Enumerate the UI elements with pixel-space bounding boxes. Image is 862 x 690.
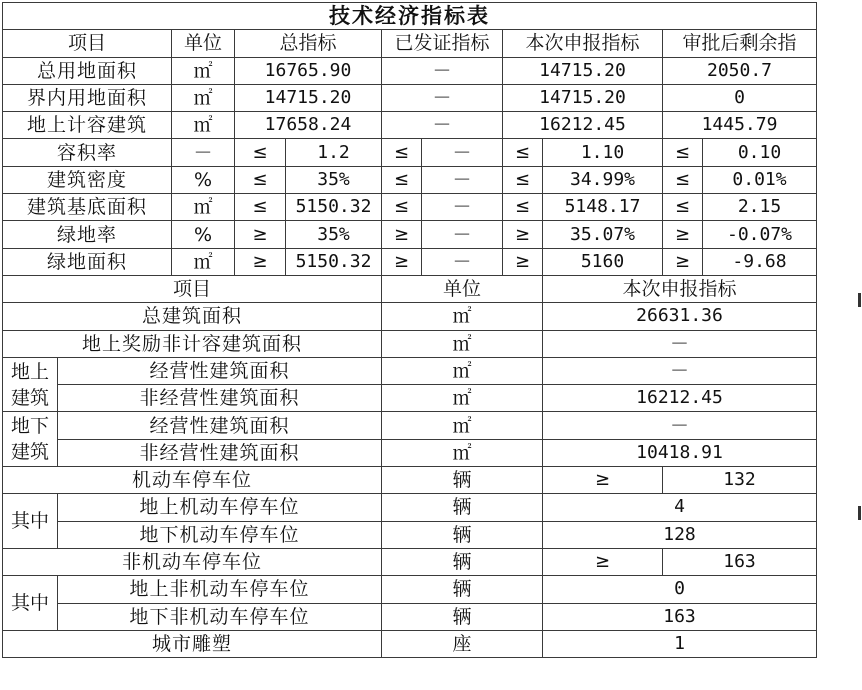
remaining-operator: ≥	[663, 221, 703, 248]
row-item: 建筑密度	[3, 166, 172, 193]
row-value: －	[543, 330, 817, 357]
issued-operator: ≤	[382, 194, 422, 221]
table-row	[3, 576, 817, 603]
row-remaining: -0.07%	[703, 221, 817, 248]
row-value: 132	[663, 467, 817, 494]
row-value: －	[543, 357, 817, 384]
remaining-operator: ≤	[663, 194, 703, 221]
row-item: 经营性建筑面积	[58, 412, 382, 439]
total-operator: ≤	[235, 139, 286, 166]
table-row	[3, 412, 817, 439]
table-row	[3, 603, 817, 630]
total-operator: ≤	[235, 166, 286, 193]
row-item: 城市雕塑	[3, 630, 382, 657]
row-current: 5160	[543, 248, 663, 275]
row-unit: ㎡	[382, 385, 543, 412]
header-total: 总指标	[235, 30, 382, 57]
row-total: 35%	[286, 221, 382, 248]
row-value: －	[543, 412, 817, 439]
row-current: 14715.20	[503, 57, 663, 84]
row-current: 1.10	[543, 139, 663, 166]
row-total: 35%	[286, 166, 382, 193]
row-value: 163	[543, 603, 817, 630]
current-operator: ≤	[503, 166, 543, 193]
table-row	[3, 357, 817, 384]
group-label-of-which: 其中	[3, 494, 58, 549]
table-row	[3, 303, 817, 330]
row-value: 26631.36	[543, 303, 817, 330]
total-operator: ≥	[235, 221, 286, 248]
current-operator: ≥	[503, 221, 543, 248]
issued-operator: ≥	[382, 221, 422, 248]
row-item: 容积率	[3, 139, 172, 166]
total-operator: ≥	[235, 248, 286, 275]
row-issued: －	[382, 57, 503, 84]
table-row	[3, 112, 817, 139]
row-total: 1.2	[286, 139, 382, 166]
row-total: 14715.20	[235, 84, 382, 111]
issued-operator: ≤	[382, 166, 422, 193]
issued-operator: ≤	[382, 139, 422, 166]
row-unit: 辆	[382, 603, 543, 630]
row-item: 界内用地面积	[3, 84, 172, 111]
row-unit: ㎡	[382, 439, 543, 466]
row-unit: 辆	[382, 494, 543, 521]
edge-tick-mark	[858, 506, 861, 520]
current-operator: ≥	[503, 248, 543, 275]
row-current: 14715.20	[503, 84, 663, 111]
row-unit: ㎡	[172, 194, 235, 221]
row-value: 16212.45	[543, 385, 817, 412]
row-issued: －	[422, 166, 503, 193]
table-row	[3, 57, 817, 84]
section2-header-row	[3, 275, 817, 302]
row-unit: ㎡	[382, 412, 543, 439]
row-item: 绿地面积	[3, 248, 172, 275]
row-unit: ㎡	[172, 84, 235, 111]
row-issued: －	[382, 112, 503, 139]
row-unit: 辆	[382, 548, 543, 575]
title-row	[3, 3, 817, 30]
row-unit: 辆	[382, 467, 543, 494]
table-row	[3, 630, 817, 657]
section2-header-current: 本次申报指标	[543, 275, 817, 302]
row-issued: －	[382, 84, 503, 111]
row-unit: %	[172, 166, 235, 193]
row-remaining: 2050.7	[663, 57, 817, 84]
row-current: 34.99%	[543, 166, 663, 193]
row-issued: －	[422, 248, 503, 275]
row-item: 地上计容建筑	[3, 112, 172, 139]
row-item: 总用地面积	[3, 57, 172, 84]
row-item: 绿地率	[3, 221, 172, 248]
table-row	[3, 494, 817, 521]
table-row	[3, 521, 817, 548]
table-title: 技术经济指标表	[3, 3, 817, 30]
row-item: 地上奖励非计容建筑面积	[3, 330, 382, 357]
row-item: 地下非机动车停车位	[58, 603, 382, 630]
header-remaining: 审批后剩余指	[663, 30, 817, 57]
row-value: 10418.91	[543, 439, 817, 466]
row-unit: %	[172, 221, 235, 248]
header-unit: 单位	[172, 30, 235, 57]
row-remaining: 0.10	[703, 139, 817, 166]
row-unit: ㎡	[382, 330, 543, 357]
table-row	[3, 439, 817, 466]
section2-header-item: 项目	[3, 275, 382, 302]
row-unit: ㎡	[382, 303, 543, 330]
row-value: 0	[543, 576, 817, 603]
edge-tick-mark	[858, 293, 861, 307]
value-operator: ≥	[543, 467, 663, 494]
row-current: 16212.45	[503, 112, 663, 139]
group-label-above-ground: 地上建筑	[3, 357, 58, 412]
row-total: 16765.90	[235, 57, 382, 84]
row-issued: －	[422, 221, 503, 248]
row-item: 地上机动车停车位	[58, 494, 382, 521]
row-unit: 辆	[382, 576, 543, 603]
remaining-operator: ≤	[663, 139, 703, 166]
row-value: 1	[543, 630, 817, 657]
row-item: 经营性建筑面积	[58, 357, 382, 384]
row-remaining: 0.01%	[703, 166, 817, 193]
technical-economic-indicator-table	[2, 2, 817, 658]
total-operator: ≤	[235, 194, 286, 221]
row-total: 5150.32	[286, 248, 382, 275]
row-value: 163	[663, 548, 817, 575]
row-value: 128	[543, 521, 817, 548]
group-label-underground: 地下建筑	[3, 412, 58, 467]
row-unit: ㎡	[172, 57, 235, 84]
row-remaining: -9.68	[703, 248, 817, 275]
row-item: 地上非机动车停车位	[58, 576, 382, 603]
row-total: 5150.32	[286, 194, 382, 221]
group-label-of-which: 其中	[3, 576, 58, 631]
row-item: 非机动车停车位	[3, 548, 382, 575]
row-total: 17658.24	[235, 112, 382, 139]
row-current: 5148.17	[543, 194, 663, 221]
row-issued: －	[422, 194, 503, 221]
remaining-operator: ≤	[663, 166, 703, 193]
row-remaining: 1445.79	[663, 112, 817, 139]
row-remaining: 2.15	[703, 194, 817, 221]
table-row	[3, 221, 817, 248]
issued-operator: ≥	[382, 248, 422, 275]
table-row	[3, 330, 817, 357]
table-row	[3, 467, 817, 494]
row-unit: 辆	[382, 521, 543, 548]
row-item: 总建筑面积	[3, 303, 382, 330]
current-operator: ≤	[503, 194, 543, 221]
row-item: 非经营性建筑面积	[58, 385, 382, 412]
table-row	[3, 548, 817, 575]
row-item: 机动车停车位	[3, 467, 382, 494]
row-issued: －	[422, 139, 503, 166]
header-issued: 已发证指标	[382, 30, 503, 57]
table-row	[3, 166, 817, 193]
row-value: 4	[543, 494, 817, 521]
current-operator: ≤	[503, 139, 543, 166]
table-row	[3, 84, 817, 111]
row-item: 地下机动车停车位	[58, 521, 382, 548]
row-unit: －	[172, 139, 235, 166]
row-unit: ㎡	[172, 112, 235, 139]
row-remaining: 0	[663, 84, 817, 111]
row-unit: ㎡	[172, 248, 235, 275]
section2-header-unit: 单位	[382, 275, 543, 302]
row-item: 建筑基底面积	[3, 194, 172, 221]
header-item: 项目	[3, 30, 172, 57]
table-row	[3, 385, 817, 412]
row-unit: 座	[382, 630, 543, 657]
header-current: 本次申报指标	[503, 30, 663, 57]
remaining-operator: ≥	[663, 248, 703, 275]
table-row	[3, 139, 817, 166]
row-current: 35.07%	[543, 221, 663, 248]
header-row	[3, 30, 817, 57]
value-operator: ≥	[543, 548, 663, 575]
row-item: 非经营性建筑面积	[58, 439, 382, 466]
table-row	[3, 194, 817, 221]
row-unit: ㎡	[382, 357, 543, 384]
table-row	[3, 248, 817, 275]
